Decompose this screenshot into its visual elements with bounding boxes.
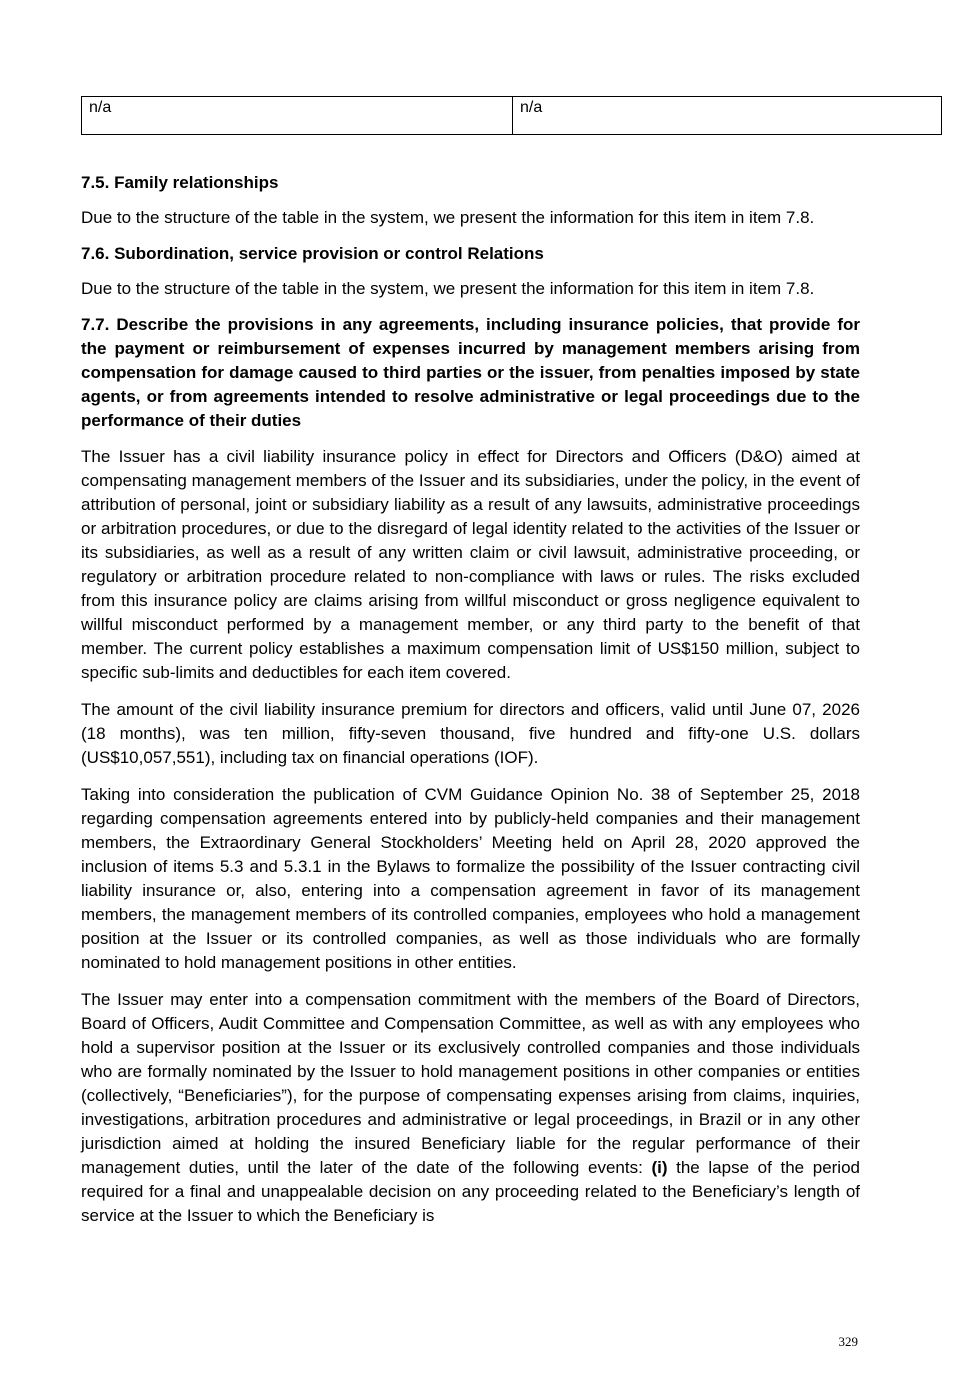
section-heading-7-7: 7.7. Describe the provisions in any agreements, including insurance policies, that provide for the payment or reimbursement of expenses incurred by management members arising from compensation for damage caused to third parties or the issuer, from penalties imposed by state agents, or from agreements intended to resolve administrative or legal proceedings due to the performance of their duties <box>81 315 860 430</box>
paragraph-premium: The amount of the civil liability insurance premium for directors and officers, valid until June 07, 2026 (18 months), was ten million, fifty-seven thousand, five hundred and fifty-one U.S. dollars (US$10,057,551), including tax on financial operations (IOF). <box>81 700 860 767</box>
paragraph-compensation-commitment <box>81 988 860 1228</box>
section-text-7-5: Due to the structure of the table in the system, we present the information for this item in item 7.8. <box>81 208 815 227</box>
paragraph-dno-policy: The Issuer has a civil liability insurance policy in effect for Directors and Officers (D&O) aimed at compensating management members of the Issuer and its subsidiaries, under the policy, in the event of attribution of personal, joint or subsidiary liability as a result of any lawsuits, administrative proceedings or arbitration procedures, or due to the disregard of legal identity related to the activities of the Issuer or its subsidiaries, as well as a result of any written claim or civil lawsuit, administrative proceeding, or regulatory or arbitration procedure related to non-compliance with laws or rules. The risks excluded from this insurance policy are claims arising from willful misconduct or gross negligence equivalent to willful misconduct performed by a management member, or any third party to the benefit of that member. The current policy establishes a maximum compensation limit of US$150 million, subject to specific sub-limits and deductibles for each item covered. <box>81 447 860 682</box>
paragraph-text: The Issuer may enter into a compensation commitment with the members of the Board of Directors, Board of Officers, Audit Committee and Compensation Committee, as well as with any employees who hold a supervisor position at the Issuer or its exclusively controlled companies and those individuals who are formally nominated by the Issuer to hold management positions in other companies or entities (collectively, “Beneficiaries”), for the purpose of compensating expenses arising from claims, inquiries, investigations, arbitration procedures and administrative or legal proceedings, in Brazil or in any other jurisdiction aimed at holding the insured Beneficiary liable for the regular performance of their management duties, until the later of the date of the following events: <box>81 990 860 1177</box>
table-cell: n/a <box>82 97 513 135</box>
table-row <box>82 97 942 135</box>
bold-enumeration: (i) <box>651 1158 668 1177</box>
paragraph-cvm-guidance: Taking into consideration the publication of CVM Guidance Opinion No. 38 of September 25, 2018 regarding compensation agreements entered into by publicly-held companies and their management members, the Extraordinary General Stockholders’ Meeting held on April 28, 2020 approved the inclusion of items 5.3 and 5.3.1 in the Bylaws to formalize the possibility of the Issuer contracting civil liability insurance or, also, entering into a compensation agreement in favor of its management members, the management members of its controlled companies, employees who hold a management position at the Issuer or its controlled companies, as well as those individuals who are formally nominated to hold management positions in other entities. <box>81 785 860 972</box>
section-heading-7-6: 7.6. Subordination, service provision or control Relations <box>81 244 544 263</box>
document-body <box>81 171 860 1241</box>
section-heading-7-5: 7.5. Family relationships <box>81 173 279 192</box>
paragraph-text: the lapse of the period required for a final and unappealable decision on any proceeding related to the Beneficiary’s length of service at the Issuer to which the Beneficiary is <box>81 1158 860 1225</box>
continuation-table <box>81 96 942 135</box>
page-number: 329 <box>838 1334 858 1349</box>
section-text-7-6: Due to the structure of the table in the system, we present the information for this item in item 7.8. <box>81 279 815 298</box>
table-cell: n/a <box>513 97 942 135</box>
